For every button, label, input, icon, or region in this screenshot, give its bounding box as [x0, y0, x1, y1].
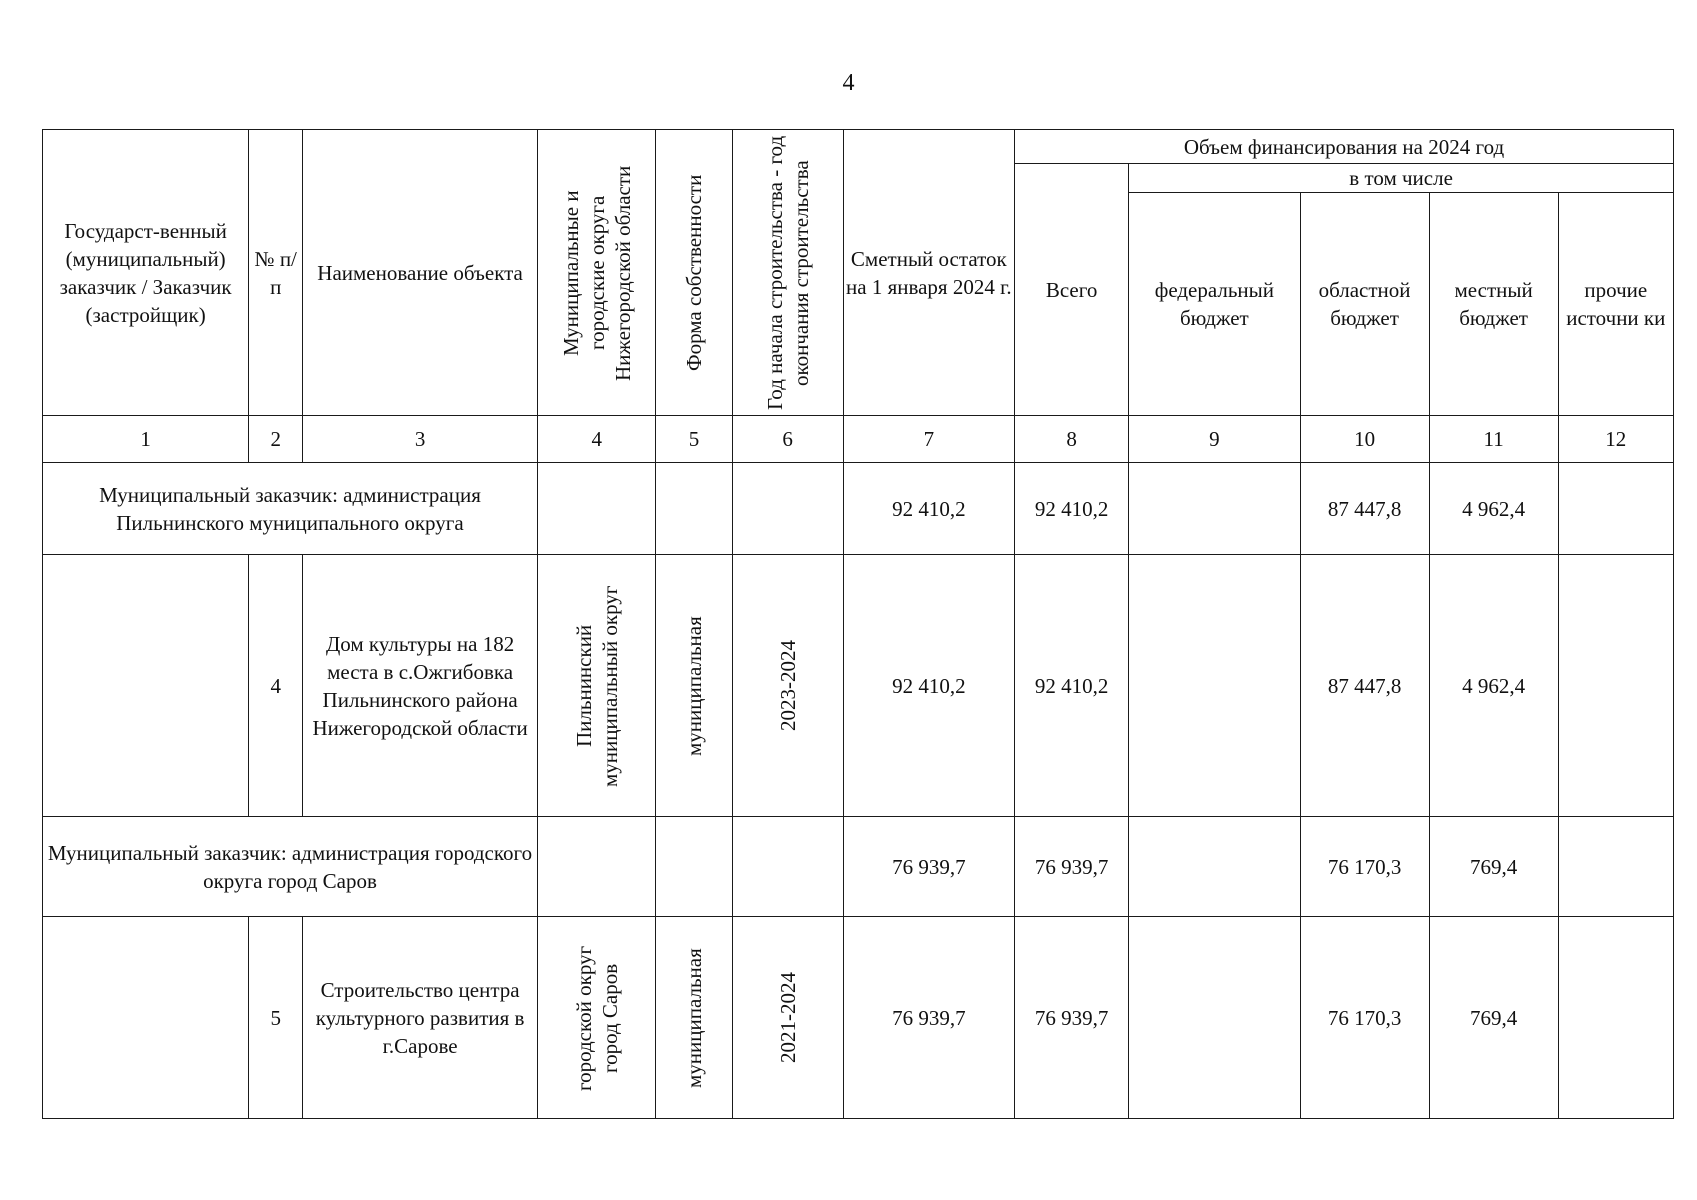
object-ownership: муниципальная — [656, 917, 732, 1119]
empty-cell — [732, 463, 843, 555]
page-number: 4 — [842, 70, 855, 96]
financing-table — [42, 129, 1674, 1119]
other-value — [1558, 463, 1673, 555]
object-years: 2021-2024 — [732, 917, 843, 1119]
header-financing-title: Объем финансирования на 2024 год — [1014, 130, 1673, 164]
total-value: 76 939,7 — [1014, 817, 1128, 917]
object-district: городской округ город Саров — [538, 917, 656, 1119]
local-value: 4 962,4 — [1429, 555, 1558, 817]
regional-value: 76 170,3 — [1300, 817, 1429, 917]
regional-value: 76 170,3 — [1300, 917, 1429, 1119]
header-local: местный бюджет — [1429, 193, 1558, 416]
estimate-value: 92 410,2 — [843, 463, 1014, 555]
empty-cell — [656, 817, 732, 917]
header-ownership: Форма собственности — [656, 130, 732, 416]
object-row — [43, 917, 1674, 1119]
object-row — [43, 555, 1674, 817]
column-number: 3 — [303, 416, 538, 463]
header-row — [43, 130, 1674, 164]
column-number: 5 — [656, 416, 732, 463]
total-value: 76 939,7 — [1014, 917, 1128, 1119]
empty-cell — [43, 555, 249, 817]
customer-name: Муниципальный заказчик: администрация Пильнинского муниципального округа — [43, 463, 538, 555]
empty-cell — [732, 817, 843, 917]
header-regional: областной бюджет — [1300, 193, 1429, 416]
object-years: 2023-2024 — [732, 555, 843, 817]
federal-value — [1129, 463, 1300, 555]
regional-value: 87 447,8 — [1300, 555, 1429, 817]
column-number: 8 — [1014, 416, 1128, 463]
column-number: 4 — [538, 416, 656, 463]
local-value: 4 962,4 — [1429, 463, 1558, 555]
object-number: 5 — [249, 917, 303, 1119]
header-estimate: Сметный остаток на 1 января 2024 г. — [843, 130, 1014, 416]
object-name: Дом культуры на 182 места в с.Ожгибовка Пильнинского района Нижегородской области — [303, 555, 538, 817]
header-object-name: Наименование объекта — [303, 130, 538, 416]
column-number: 1 — [43, 416, 249, 463]
customer-name: Муниципальный заказчик: администрация городского округа город Саров — [43, 817, 538, 917]
other-value — [1558, 817, 1673, 917]
column-number: 6 — [732, 416, 843, 463]
header-total: Всего — [1014, 164, 1128, 416]
object-ownership: муниципальная — [656, 555, 732, 817]
customer-group-row — [43, 817, 1674, 917]
header-federal: федеральный бюджет — [1129, 193, 1300, 416]
estimate-value: 76 939,7 — [843, 817, 1014, 917]
object-name: Строительство центра культурного развития в г.Сарове — [303, 917, 538, 1119]
federal-value — [1129, 555, 1300, 817]
header-other: прочие источни ки — [1558, 193, 1673, 416]
column-number: 10 — [1300, 416, 1429, 463]
total-value: 92 410,2 — [1014, 555, 1128, 817]
local-value: 769,4 — [1429, 917, 1558, 1119]
column-number: 2 — [249, 416, 303, 463]
header-number: № п/п — [249, 130, 303, 416]
other-value — [1558, 555, 1673, 817]
federal-value — [1129, 817, 1300, 917]
header-including: в том числе — [1129, 164, 1674, 193]
header-customer: Государст-венный (муниципальный) заказчик / Заказчик (застройщик) — [43, 130, 249, 416]
local-value: 769,4 — [1429, 817, 1558, 917]
column-number-row — [43, 416, 1674, 463]
total-value: 92 410,2 — [1014, 463, 1128, 555]
regional-value: 87 447,8 — [1300, 463, 1429, 555]
column-number: 12 — [1558, 416, 1673, 463]
object-number: 4 — [249, 555, 303, 817]
federal-value — [1129, 917, 1300, 1119]
column-number: 7 — [843, 416, 1014, 463]
estimate-value: 92 410,2 — [843, 555, 1014, 817]
other-value — [1558, 917, 1673, 1119]
column-number: 11 — [1429, 416, 1558, 463]
empty-cell — [538, 463, 656, 555]
header-districts: Муниципальные и городские округа Нижегородской области — [538, 130, 656, 416]
estimate-value: 76 939,7 — [843, 917, 1014, 1119]
object-district: Пильнинский муниципальный округ — [538, 555, 656, 817]
column-number: 9 — [1129, 416, 1300, 463]
header-years: Год начала строительства - год окончания строительства — [732, 130, 843, 416]
empty-cell — [656, 463, 732, 555]
customer-group-row — [43, 463, 1674, 555]
empty-cell — [43, 917, 249, 1119]
empty-cell — [538, 817, 656, 917]
